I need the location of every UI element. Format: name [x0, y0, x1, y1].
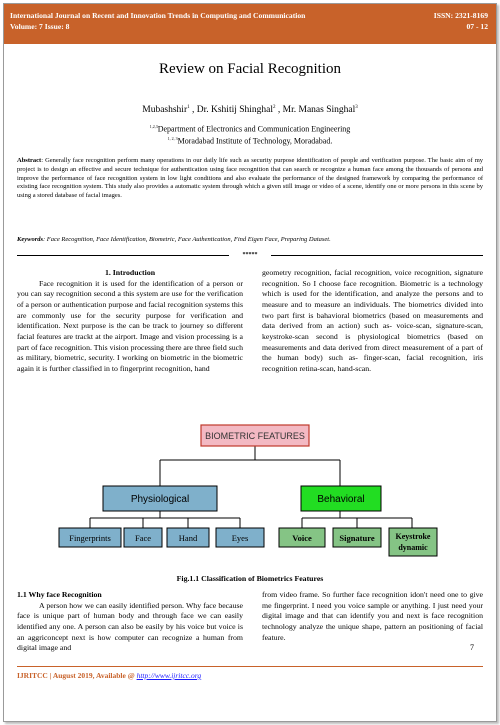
author-1-sup: 1 [187, 105, 190, 110]
intro-right-text: geometry recognition, facial recognition, voice recognition, signature recognition. So I choose face recognition. Biometric is a technology which is used for the identification, and analyze the persons and to measure and to measure an individuals. The biometrics divided into two part first is bahavioral biometrics (based on measurements and data derived from an action) such as- voice-scan, signature-scan, keystroke-scan second is physiological biometrics (based on measurements and data derived from direct measurement of a part of the human body) such as- finger-scan, facial recognition, iris recognition retina-scan, hand-scan. [262, 268, 483, 373]
footer [17, 671, 201, 680]
footer-link[interactable]: http://www.ijritcc.org [136, 671, 202, 680]
volume-issue: Volume: 7 Issue: 8 [10, 22, 70, 31]
journal-name: International Journal on Recent and Innovation Trends in Computing and Communication [10, 11, 306, 20]
footer-text: IJRITCC | August 2019, Available @ [17, 671, 137, 680]
node-biometric-features-label: BIOMETRIC FEATURES [205, 431, 305, 441]
abstract-text: : Generally face recognition perform many operations in our daily life such as security purpose identification of people and verification purpose. The basic aim of my project is to design an effective and secure technique for authentication using face recognition that can search or recognize a human face among the thousands of persons and improve the performance of face recognition system in low light conditions and also evaluate the performance of the designed framework by comparing the performance of existing face recognition system. This study also provides a automatic system through which a given still image or video of a scene, identify one or more persons in this scene by using a stored database of facial images. [17, 157, 483, 200]
author-separator: , [275, 105, 283, 116]
author-3: Mr. Manas Singhal [282, 105, 356, 116]
author-3-sup: 3 [355, 105, 358, 110]
node-hand-label: Hand [178, 533, 198, 543]
node-signature-label: Signature [339, 533, 375, 543]
node-face-label: Face [134, 533, 152, 543]
physiological-leaves [59, 528, 264, 547]
affiliation-2: Moradabad Institute of Technology, Moradabad. [177, 136, 333, 146]
paper-title: Review on Facial Recognition [158, 61, 342, 77]
affiliation-1: Department of Electronics and Communication Engineering [157, 124, 351, 134]
node-physiological-label: Physiological [130, 494, 190, 505]
node-fingerprints-label: Fingerprints [69, 533, 111, 543]
author-1: Mubashshir [142, 105, 188, 116]
section-1-1-left-text: A person how we can easily identified person. Why face because face is unique part of human body and through face we can easily identified any one. A person can also be easily by his voice but voice is an aggriconcept next is how computer can recognize a human from digital image and [17, 600, 243, 653]
node-eyes-label: Eyes [231, 533, 249, 543]
section-1-1-left-column [17, 590, 243, 654]
footer-rule [17, 666, 483, 667]
page-range: 07 - 12 [466, 22, 488, 31]
separator-stars: ***** [242, 252, 258, 258]
node-keystroke-label-1: Keystroke [395, 532, 431, 541]
author-2-sup: 2 [273, 105, 276, 110]
section-1-1-right-text: from video frame. So further face recognition idon't need one to give me fingerprint. I need you voice sample or anything. I just need your digital image and that can identify you and next is face recognition technology analyze the unique shape, pattern an positioning of facial feature. [262, 590, 483, 642]
node-behavioral-label: Behavioral [317, 494, 365, 505]
section-1-1-heading: 1.1 Why face Recognition [17, 590, 102, 599]
affiliation-1-sup: 1,2,3 [149, 124, 158, 129]
intro-left-text: Face recognition it is used for the identification of a person or you can say recognition second a this system are use for the verification of a person or authentication purpose and facial recognition systems this are commonly use for the security purpose for verification and identification. Next purpose is the can be track to journey so different facial features are trackt at the airport. Image and vision processing is a part of face recognition. This vision processing there are three field such as military, biometric, security. I working on biometric in the biometric again it is further classified in to fingerprint recognition, hand [17, 278, 243, 373]
author-2: Dr. Kshitij Shinghal [196, 105, 274, 116]
node-keystroke-label-2: dynamic [398, 543, 428, 552]
figure-caption: Fig.1.1 Classification of Biometrics Features [176, 574, 324, 583]
node-voice-label: Voice [292, 533, 312, 543]
intro-heading: 1. Introduction [104, 268, 156, 277]
page-number: 7 [470, 643, 474, 652]
affiliation-2-sup: 1, 2, 3 [167, 136, 178, 141]
keywords-label: Keywords [17, 236, 43, 243]
behavioral-leaves [279, 528, 437, 556]
abstract-label: Abstract [17, 157, 42, 164]
author-separator: , [189, 105, 197, 116]
section-1-1-right-column [262, 590, 483, 643]
keywords-text: : Face Recognition, Face Identification, Biometric, Face Authentication, Find Eigen Face, Preparing Dataset. [43, 236, 331, 243]
issn: ISSN: 2321-8169 [433, 11, 488, 20]
